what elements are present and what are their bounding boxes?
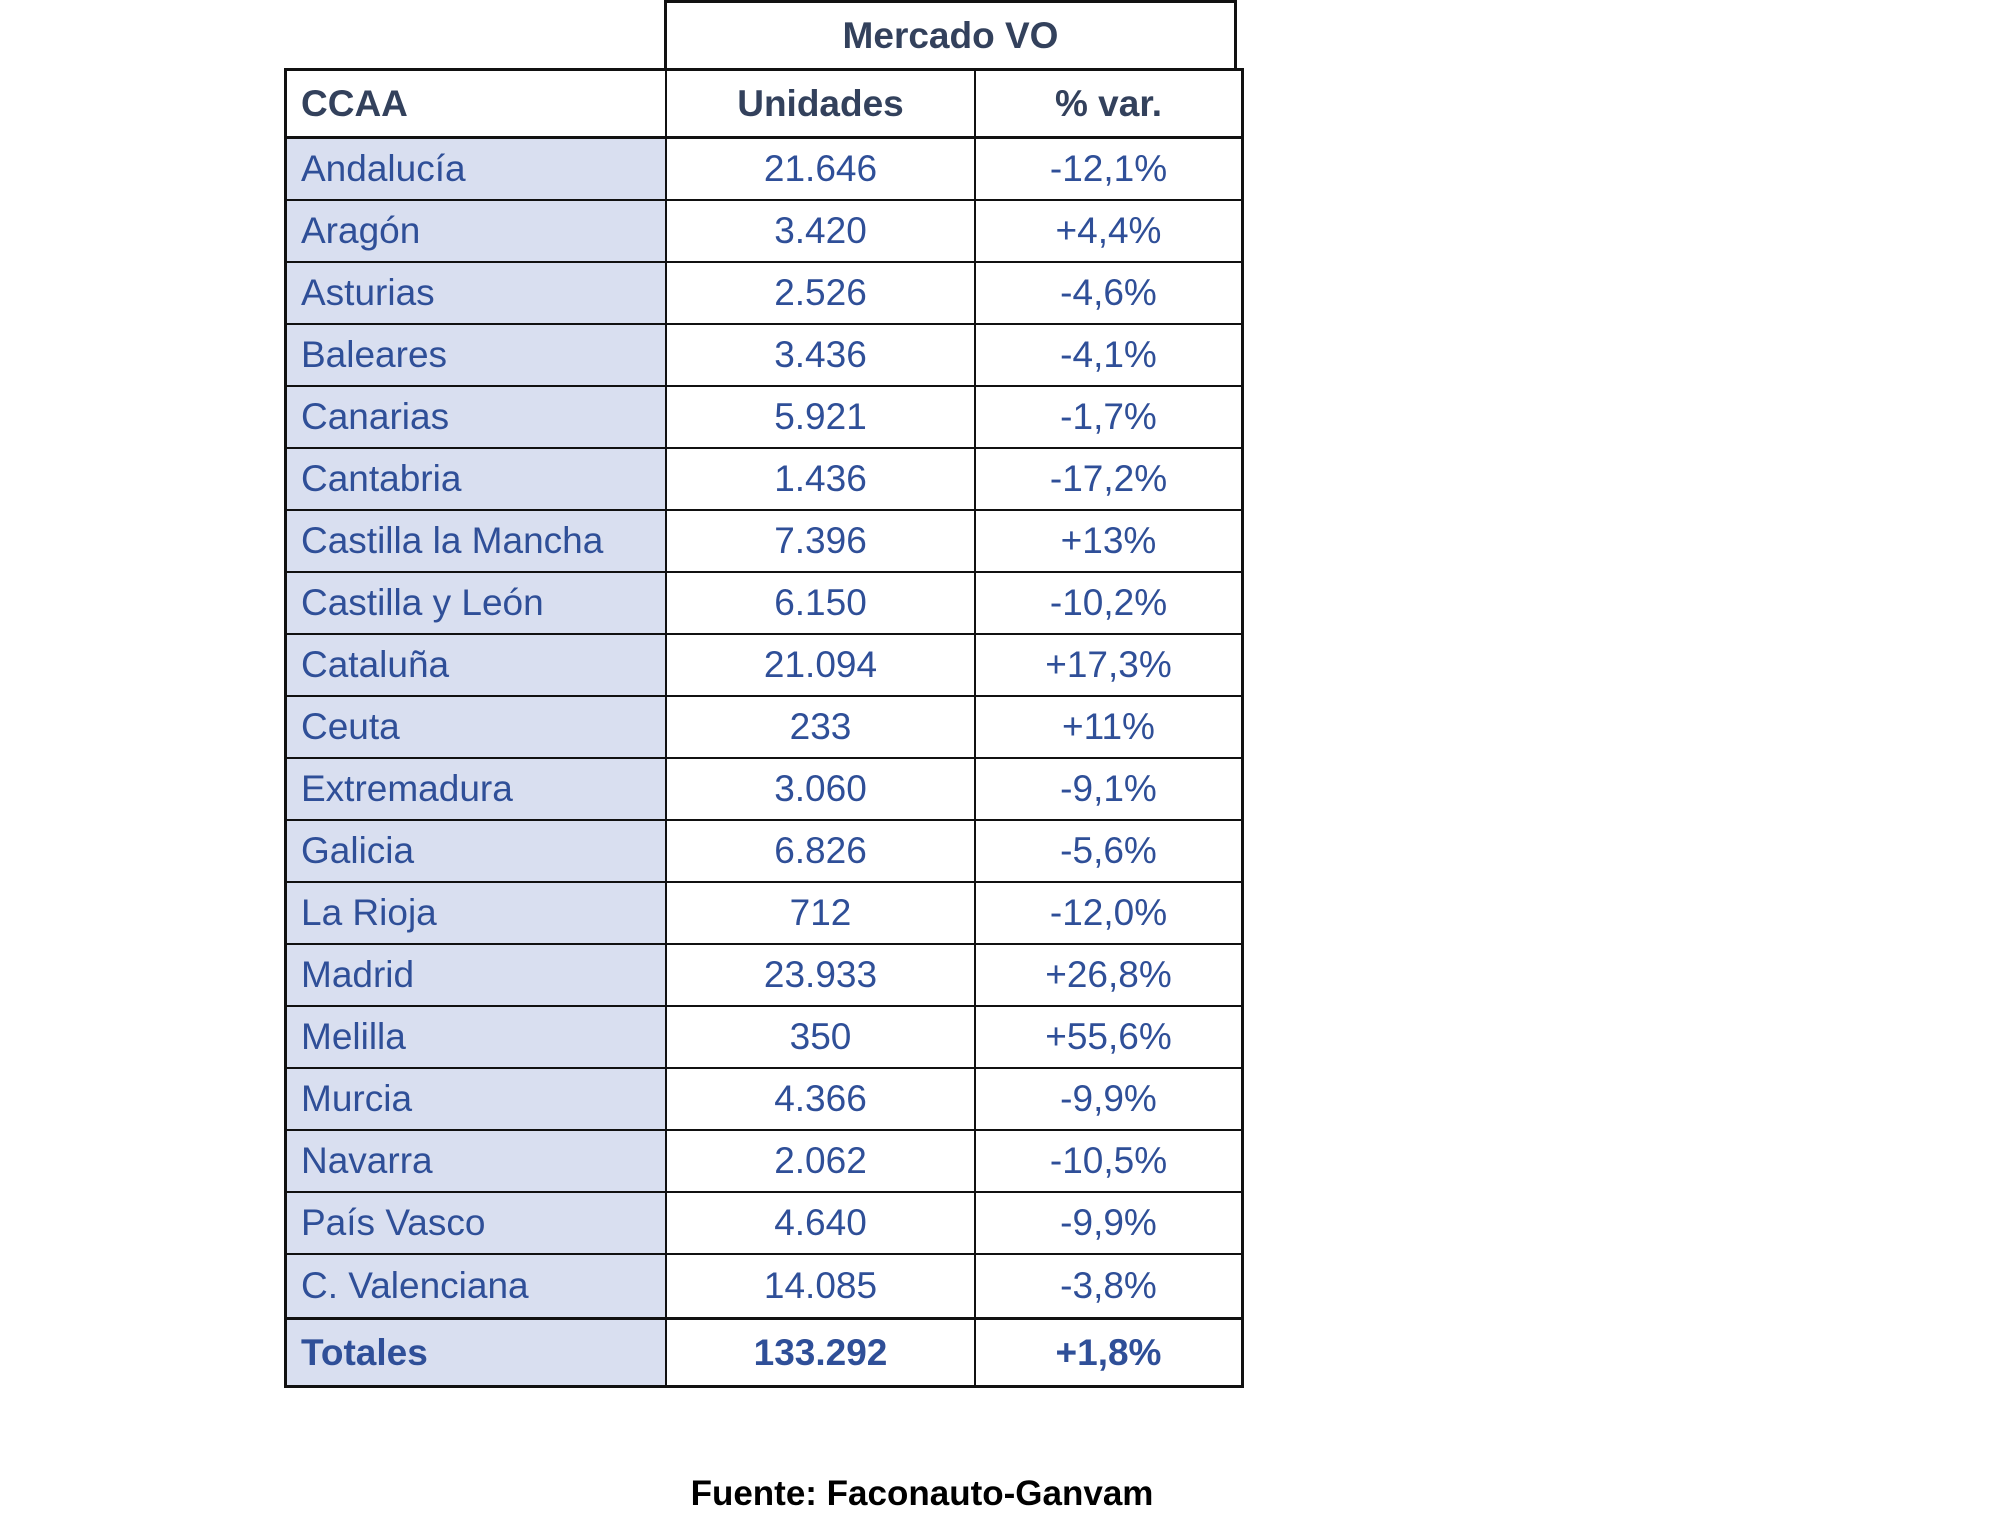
table-row: [287, 573, 1241, 635]
table-row: [287, 697, 1241, 759]
var-cell: -12,0%: [1049, 892, 1168, 933]
region-cell: Madrid: [287, 945, 667, 1005]
var-cell: -4,1%: [1060, 334, 1157, 375]
region-cell: Cantabria: [287, 449, 667, 509]
var-cell: -12,1%: [1049, 148, 1168, 189]
units-cell: 23.933: [667, 945, 976, 1005]
region-cell: Navarra: [287, 1131, 667, 1191]
units-cell: 233: [667, 697, 976, 757]
units-cell: 21.646: [667, 139, 976, 199]
totals-units: 133.292: [667, 1320, 976, 1385]
var-cell: +26,8%: [1045, 954, 1172, 995]
table-row: [287, 1193, 1241, 1255]
table-row: [287, 821, 1241, 883]
var-cell: -3,8%: [1060, 1265, 1157, 1306]
units-cell: 350: [667, 1007, 976, 1067]
units-cell: 2.062: [667, 1131, 976, 1191]
var-cell: +11%: [1062, 706, 1155, 747]
units-cell: 14.085: [667, 1255, 976, 1317]
units-cell: 7.396: [667, 511, 976, 571]
column-header-ccaa: CCAA: [287, 71, 667, 136]
table-row: [287, 139, 1241, 201]
group-header-blank: [284, 0, 664, 68]
var-cell: -9,1%: [1060, 768, 1157, 809]
units-cell: 3.436: [667, 325, 976, 385]
var-cell: +13%: [1060, 520, 1157, 561]
table-row: [287, 883, 1241, 945]
var-cell: -17,2%: [1049, 458, 1168, 499]
region-cell: Asturias: [287, 263, 667, 323]
data-table: [284, 0, 1244, 1388]
units-cell: 3.060: [667, 759, 976, 819]
units-cell: 5.921: [667, 387, 976, 447]
table-row: [287, 449, 1241, 511]
column-header-unidades: Unidades: [667, 71, 976, 136]
column-header-var: % var.: [1055, 82, 1162, 124]
group-header-row: [284, 0, 1244, 68]
table-row: [287, 511, 1241, 573]
column-header-row: [287, 71, 1241, 139]
table-row: [287, 1069, 1241, 1131]
table-row: [287, 1007, 1241, 1069]
units-cell: 21.094: [667, 635, 976, 695]
region-cell: Melilla: [287, 1007, 667, 1067]
units-cell: 6.150: [667, 573, 976, 633]
region-cell: Extremadura: [287, 759, 667, 819]
var-cell: +4,4%: [1055, 210, 1162, 251]
units-cell: 3.420: [667, 201, 976, 261]
units-cell: 4.366: [667, 1069, 976, 1129]
units-cell: 2.526: [667, 263, 976, 323]
region-cell: Canarias: [287, 387, 667, 447]
totals-var: +1,8%: [1055, 1331, 1162, 1373]
table-row: [287, 1255, 1241, 1317]
table-row: [287, 759, 1241, 821]
region-cell: Baleares: [287, 325, 667, 385]
region-cell: La Rioja: [287, 883, 667, 943]
region-cell: Aragón: [287, 201, 667, 261]
units-cell: 712: [667, 883, 976, 943]
group-header-mercado-vo: Mercado VO: [664, 0, 1237, 69]
table-row: [287, 387, 1241, 449]
table-row: [287, 945, 1241, 1007]
units-cell: 4.640: [667, 1193, 976, 1253]
region-cell: País Vasco: [287, 1193, 667, 1253]
region-cell: Galicia: [287, 821, 667, 881]
table-row: [287, 635, 1241, 697]
units-cell: 1.436: [667, 449, 976, 509]
region-cell: Castilla y León: [287, 573, 667, 633]
table-row: [287, 201, 1241, 263]
var-cell: -9,9%: [1060, 1202, 1157, 1243]
totals-row: [287, 1317, 1241, 1385]
table-grid: [284, 68, 1244, 1388]
var-cell: +55,6%: [1045, 1016, 1172, 1057]
var-cell: -10,2%: [1049, 582, 1168, 623]
region-cell: C. Valenciana: [287, 1255, 667, 1317]
var-cell: -5,6%: [1060, 830, 1157, 871]
table-row: [287, 263, 1241, 325]
var-cell: -9,9%: [1060, 1078, 1157, 1119]
var-cell: -10,5%: [1049, 1140, 1168, 1181]
table-row: [287, 325, 1241, 387]
source-note: Fuente: Faconauto-Ganvam: [690, 1474, 1154, 1513]
var-cell: -4,6%: [1060, 272, 1157, 313]
region-cell: Andalucía: [287, 139, 667, 199]
var-cell: -1,7%: [1060, 396, 1157, 437]
region-cell: Cataluña: [287, 635, 667, 695]
totals-label: Totales: [287, 1320, 667, 1385]
table-row: [287, 1131, 1241, 1193]
units-cell: 6.826: [667, 821, 976, 881]
region-cell: Murcia: [287, 1069, 667, 1129]
var-cell: +17,3%: [1045, 644, 1172, 685]
region-cell: Ceuta: [287, 697, 667, 757]
region-cell: Castilla la Mancha: [287, 511, 667, 571]
